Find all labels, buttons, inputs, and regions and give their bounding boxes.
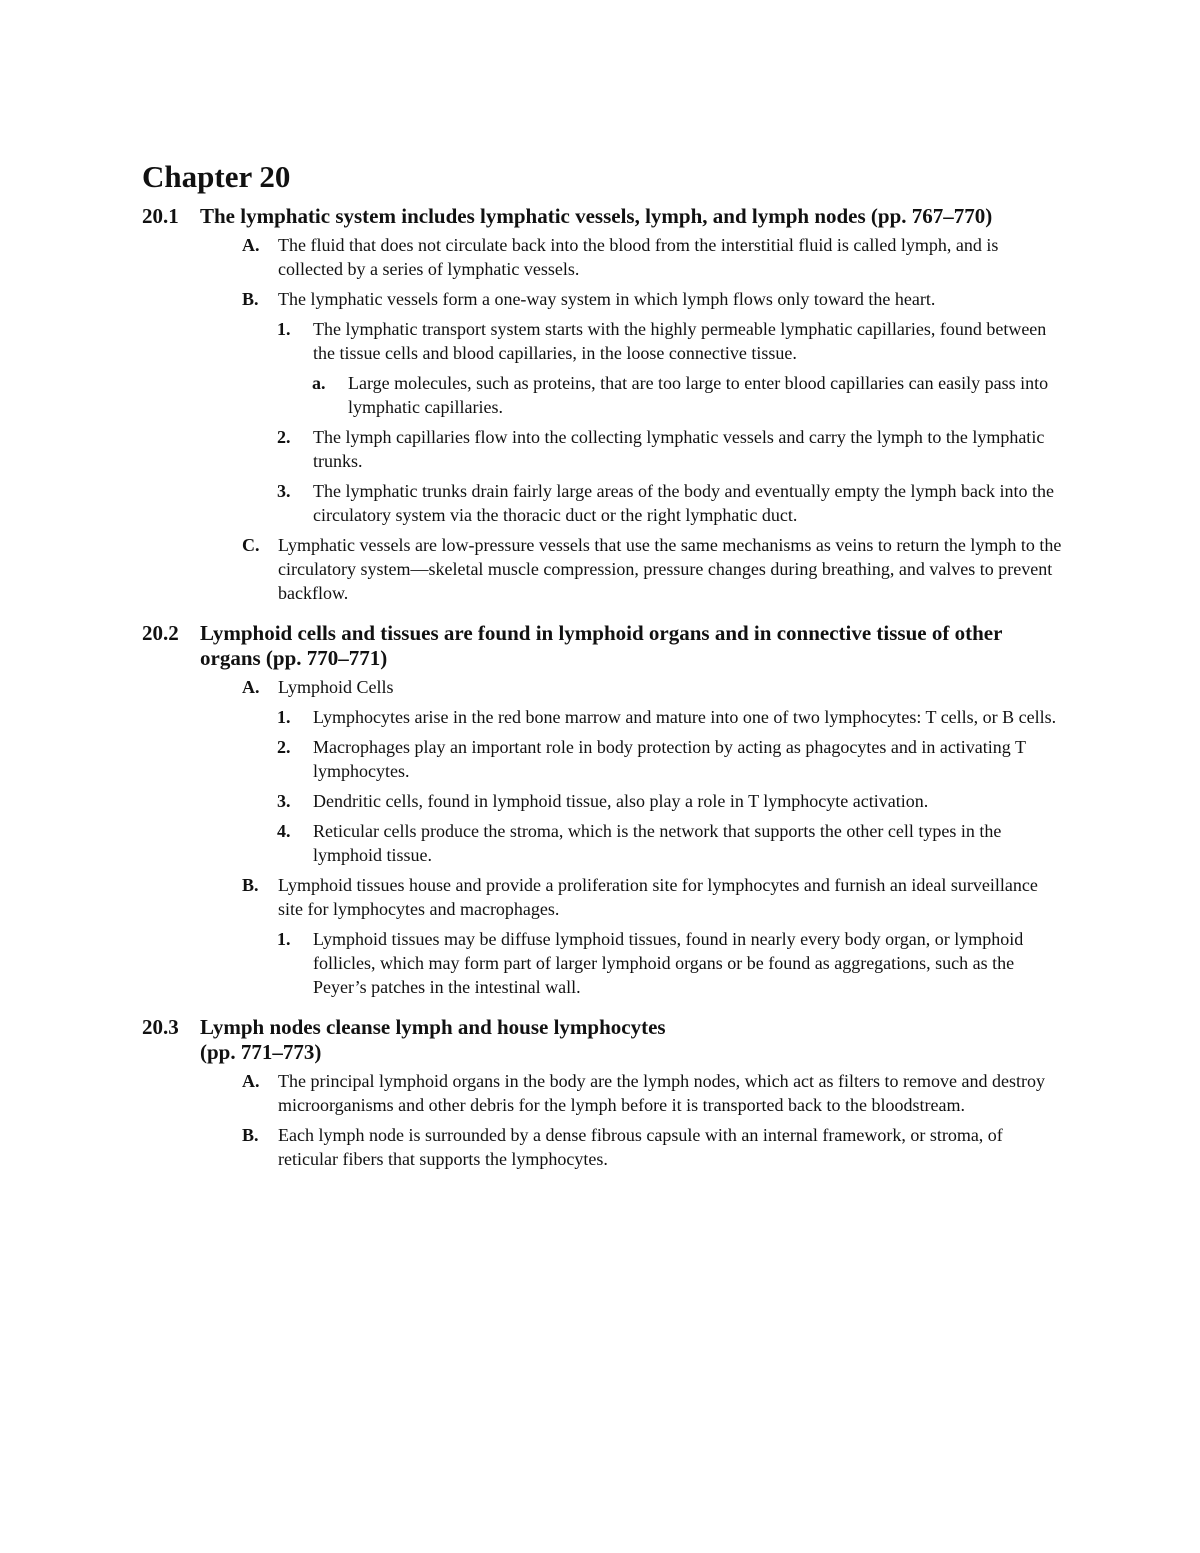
list-item-text: Each lymph node is surrounded by a dense fibrous capsule with an internal framework, or stroma, of reticular fibers that supports the lymphocytes.: [278, 1125, 1003, 1169]
list-item-text: The lymph capillaries flow into the collecting lymphatic vessels and carry the lymph to the lymphatic trunks.: [313, 427, 1045, 471]
list-item-text: Lymphocytes arise in the red bone marrow and mature into one of two lymphocytes: T cells, or B cells.: [313, 707, 1057, 727]
section-number: 20.1: [142, 204, 179, 228]
section-heading: [142, 1015, 1062, 1065]
list-item: [142, 873, 1062, 921]
list-item-text: Reticular cells produce the stroma, which is the network that supports the other cell types in the lymphoid tissue.: [313, 821, 1002, 865]
list-item: [142, 705, 1062, 729]
list-marker: A.: [242, 677, 260, 697]
section-gap: [142, 1005, 1062, 1015]
section-number: 20.2: [142, 621, 179, 645]
section-title: Lymph nodes cleanse lymph and house lymphocytes: [200, 1015, 666, 1039]
list-item: [142, 479, 1062, 527]
list-marker: C.: [242, 535, 260, 555]
list-item-text: The fluid that does not circulate back into the blood from the interstitial fluid is called lymph, and is collected by a series of lymphatic vessels.: [278, 235, 999, 279]
section-title: Lymphoid cells and tissues are found in lymphoid organs and in connective tissue of other organs (pp. 770–771): [200, 621, 1003, 670]
list-marker: 2.: [277, 737, 291, 757]
list-marker: A.: [242, 235, 260, 255]
list-marker: B.: [242, 289, 259, 309]
list-item-text: Lymphatic vessels are low-pressure vessels that use the same mechanisms as veins to return the lymph to the circulatory system—skeletal muscle compression, pressure changes during breathing, and valves to prevent backflow.: [278, 535, 1062, 603]
list-marker: B.: [242, 1125, 259, 1145]
list-item-text: The lymphatic vessels form a one-way system in which lymph flows only toward the heart.: [278, 289, 936, 309]
list-item: [142, 233, 1062, 281]
section-number: 20.3: [142, 1015, 179, 1039]
list-marker: A.: [242, 1071, 260, 1091]
list-item: [142, 735, 1062, 783]
list-item-text: Lymphoid Cells: [278, 677, 394, 697]
list-item-text: The principal lymphoid organs in the body are the lymph nodes, which act as filters to remove and destroy microorganisms and other debris for the lymph before it is transported back to the bloodstream.: [278, 1071, 1045, 1115]
list-item: [142, 1069, 1062, 1117]
list-item: [142, 533, 1062, 605]
list-item-text: The lymphatic trunks drain fairly large areas of the body and eventually empty the lymph back into the circulatory system via the thoracic duct or the right lymphatic duct.: [313, 481, 1054, 525]
list-item: [142, 317, 1062, 365]
chapter-title: Chapter 20: [142, 159, 291, 194]
list-item: [142, 789, 1062, 813]
list-marker: 1.: [277, 929, 291, 949]
list-item-text: Lymphoid tissues house and provide a proliferation site for lymphocytes and furnish an ideal surveillance site for lymphocytes and macrophages.: [278, 875, 1038, 919]
list-marker: 2.: [277, 427, 291, 447]
section-heading: [142, 621, 1062, 671]
section-pages: (pp. 771–773): [200, 1040, 322, 1064]
list-item: [142, 675, 1062, 699]
list-item-text: Lymphoid tissues may be diffuse lymphoid tissues, found in nearly every body organ, or lymphoid follicles, which may form part of larger lymphoid organs or be found as aggregations, such as the Peyer’s patches in the intestinal wall.: [313, 929, 1024, 997]
list-marker: 1.: [277, 707, 291, 727]
list-item-text: Dendritic cells, found in lymphoid tissue, also play a role in T lymphocyte activation.: [313, 791, 929, 811]
list-item: [142, 1123, 1062, 1171]
list-marker: a.: [312, 373, 326, 393]
list-item-text: Large molecules, such as proteins, that are too large to enter blood capillaries can easily pass into lymphatic capillaries.: [348, 373, 1049, 417]
section-heading: [142, 204, 1062, 229]
list-marker: B.: [242, 875, 259, 895]
list-item: [142, 819, 1062, 867]
list-marker: 3.: [277, 791, 291, 811]
list-item: [142, 287, 1062, 311]
list-marker: 1.: [277, 319, 291, 339]
list-marker: 3.: [277, 481, 291, 501]
list-item: [142, 425, 1062, 473]
list-item: [142, 927, 1062, 999]
section-title: The lymphatic system includes lymphatic vessels, lymph, and lymph nodes (pp. 767–770): [200, 204, 993, 228]
list-item: [142, 371, 1062, 419]
document-page: [142, 158, 1062, 1177]
list-item-text: The lymphatic transport system starts with the highly permeable lymphatic capillaries, found between the tissue cells and blood capillaries, in the loose connective tissue.: [313, 319, 1047, 363]
list-item-text: Macrophages play an important role in body protection by acting as phagocytes and in activating T lymphocytes.: [313, 737, 1026, 781]
section-gap: [142, 611, 1062, 621]
list-marker: 4.: [277, 821, 291, 841]
